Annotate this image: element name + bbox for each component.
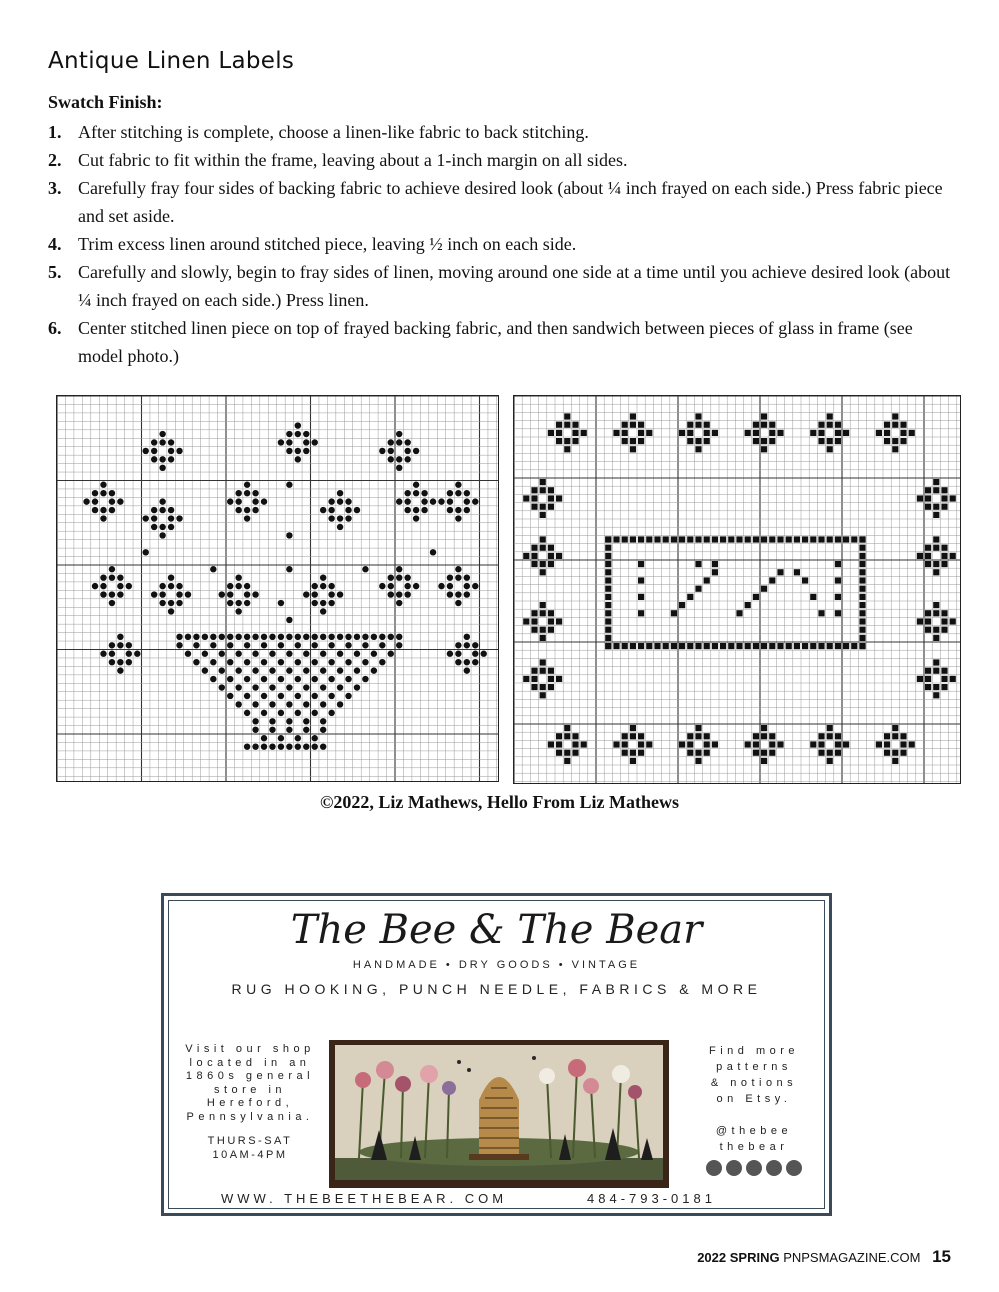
step-text: Carefully fray four sides of backing fabric to achieve desired look (about ¼ inch frayed on each side.) Press fabric piece and set aside. <box>78 178 943 226</box>
hooked-rug-photo-icon <box>329 1040 669 1188</box>
instruction-list <box>48 118 958 370</box>
ad-etsy-line: Find more <box>708 1045 800 1057</box>
flower-basket-pattern-icon <box>57 396 498 781</box>
list-item <box>48 230 958 258</box>
step-number: 2. <box>48 150 62 170</box>
ad-hours <box>177 1135 323 1162</box>
ad-etsy-line: & notions <box>710 1077 798 1089</box>
ad-etsy-text <box>679 1043 829 1107</box>
twitter-icon <box>766 1160 782 1176</box>
ad-hours-line: THURS-SAT <box>207 1135 293 1147</box>
list-item <box>48 258 958 314</box>
list-item <box>48 314 958 370</box>
step-number: 6. <box>48 318 62 338</box>
ad-website: WWW. THEBEETHEBEAR. COM <box>221 1191 508 1206</box>
pinterest-icon <box>746 1160 762 1176</box>
advertisement <box>161 893 832 1216</box>
footer-issue: 2022 SPRING <box>697 1250 780 1265</box>
instagram-icon <box>726 1160 742 1176</box>
step-number: 1. <box>48 122 62 142</box>
page-footer <box>697 1247 951 1267</box>
ad-social-icons <box>694 1160 814 1176</box>
ad-handle-line: thebear <box>719 1141 789 1153</box>
footer-site: PNPSMAGAZINE.COM <box>783 1250 921 1265</box>
ad-social-handle <box>679 1123 829 1155</box>
ad-visit-line: Hereford, <box>206 1097 294 1109</box>
ad-visit-line: 1860s general <box>185 1070 315 1082</box>
step-number: 3. <box>48 178 62 198</box>
page-number: 15 <box>932 1247 951 1266</box>
step-text: Center stitched linen piece on top of frayed backing fabric, and then sandwich between pieces of glass in frame (see model photo.) <box>78 318 913 366</box>
copyright-credit: ©2022, Liz Mathews, Hello From Liz Mathews <box>319 792 680 812</box>
cross-stitch-chart-flower-basket <box>56 395 499 782</box>
ad-phone: 484-793-0181 <box>587 1191 716 1206</box>
section-heading: Swatch Finish: <box>48 92 163 112</box>
ad-etsy-line: on Etsy. <box>716 1093 792 1105</box>
label-frame-pattern-icon <box>514 396 960 783</box>
step-text: Carefully and slowly, begin to fray sides of linen, moving around one side at a time until you achieve desired look (about ¼ inch frayed on each side.) Press linen. <box>78 262 951 310</box>
list-item <box>48 146 958 174</box>
ad-visit-line: Pennsylvania. <box>186 1110 314 1123</box>
ad-visit-line: located in an <box>189 1056 311 1069</box>
step-text: Trim excess linen around stitched piece, leaving ½ inch on each side. <box>78 234 577 254</box>
step-number: 5. <box>48 262 62 282</box>
ad-tagline: HANDMADE • DRY GOODS • VINTAGE <box>352 959 641 971</box>
ad-services: RUG HOOKING, PUNCH NEEDLE, FABRICS & MORE <box>231 981 762 997</box>
ad-visit-line: Visit our shop <box>185 1043 315 1055</box>
ad-visit-line: store in <box>213 1083 287 1096</box>
ad-etsy-line: patterns <box>716 1061 792 1073</box>
ad-shop-name: The Bee & The Bear <box>290 907 703 953</box>
ad-hours-line: 10AM-4PM <box>212 1148 288 1161</box>
cross-stitch-chart-label-frame <box>513 395 961 784</box>
ad-border <box>168 900 825 1209</box>
etsy-icon <box>786 1160 802 1176</box>
list-item <box>48 174 958 230</box>
facebook-icon <box>706 1160 722 1176</box>
ad-handle-line: @thebee <box>715 1125 793 1137</box>
step-text: After stitching is complete, choose a linen-like fabric to back stitching. <box>78 122 589 142</box>
step-text: Cut fabric to fit within the frame, leaving about a 1-inch margin on all sides. <box>78 150 628 170</box>
page-title: Antique Linen Labels <box>48 48 295 74</box>
list-item <box>48 118 958 146</box>
step-number: 4. <box>48 234 62 254</box>
ad-visit-text <box>177 1043 323 1124</box>
